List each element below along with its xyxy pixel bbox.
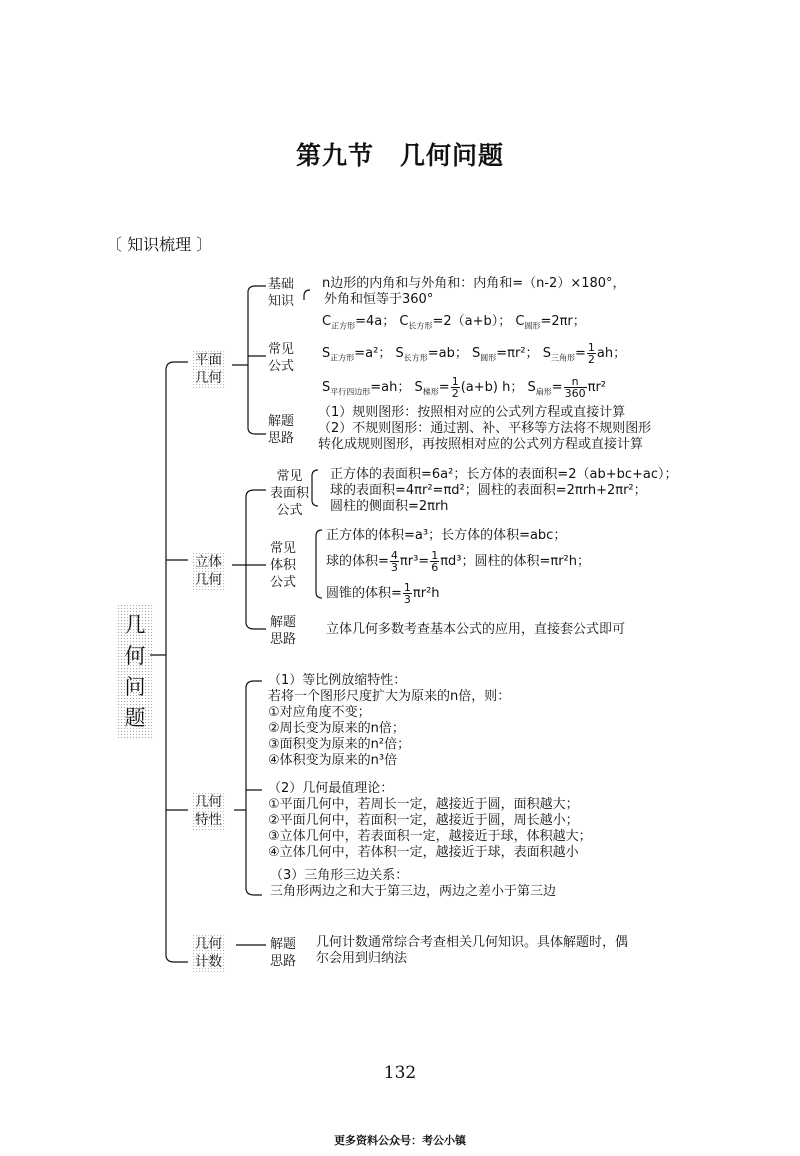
plane-basic-label: 基础 知识: [268, 277, 295, 309]
plane-bracket: [232, 286, 266, 434]
solid-volume-line1: 正方体的体积=a³；长方体的体积=abc；: [326, 528, 567, 543]
counting-method-text: 几何计数通常综合考查相关几何知识。具体解题时，偶 尔会用到归纳法: [316, 935, 629, 966]
property-scaling-text: （1）等比例放缩特性： 若将一个图形尺度扩大为原来的n倍，则： ①对应角度不变； ②周长变为原来的n倍； ③面积变为原来的n²倍； ④体积变为原来的n³倍: [268, 673, 511, 768]
plane-area-formulas-1: $S_{正方形}=a^2$； $S_{长方形}=ab$； $S_{圆形}=\pi r^2$； $S_{三角形}=$ $\frac{1}{2}$ ah；: [322, 341, 627, 366]
geometry-property-node: 几何 特性: [192, 792, 225, 830]
plane-perimeter-formulas: $C_{正方形}=4a$； $C_{长方形}=2(a+b)$； $C_{圆形}=2\pi r$；: [322, 314, 586, 331]
page-title: 第九节 几何问题: [295, 141, 504, 170]
plane-formula-label: 常见 公式: [268, 342, 295, 374]
plane-method-label: 解题 思路: [268, 414, 295, 446]
solid-geometry-node: 立体 几何: [192, 552, 225, 590]
plane-area-formulas-2: $S_{平行四边形}=ah$； $S_{梯形}=$ $\frac{1}{2}$ (a+b) h； $S_{扇形}=$ $\frac{n}{360}$ πr²: [322, 375, 607, 400]
plane-basic-text: n边形的内角和与外角和：内角和=（n-2）×180°， 外角和恒等于360°: [322, 276, 626, 307]
page-number: 132: [383, 1063, 417, 1083]
solid-method-label: 解题 思路: [270, 615, 297, 647]
plane-geometry-node: 平面 几何: [192, 350, 225, 388]
footer-note: 更多资料公众号：考公小镇: [334, 1134, 466, 1147]
property-triangle-text: （3）三角形三边关系： 三角形两边之和大于第三边，两边之差小于第三边: [270, 868, 557, 899]
solid-volume-label: 常见 体积 公式: [270, 541, 297, 590]
solid-volume-sphere: 球的体积= $\frac{4}{3}$ πr³= $\frac{1}{6}$ πd³；圆柱的体积=πr²h；: [326, 549, 590, 574]
root-node: 几 何 问 题: [117, 604, 153, 740]
section-header: 〔 知识梳理 〕: [106, 235, 213, 254]
counting-method-label: 解题 思路: [270, 937, 297, 969]
solid-volume-cone: 圆锥的体积= $\frac{1}{3}$ πr²h: [326, 581, 440, 606]
geometry-counting-node: 几何 计数: [192, 934, 225, 972]
solid-surface-label: 常见 表面积 公式: [270, 469, 310, 518]
solid-surface-text: 正方体的表面积=6a²；长方体的表面积=2（ab+bc+ac）； 球的表面积=4πr²=πd²；圆柱的表面积=2πrh+2πr²； 圆柱的侧面积=2πrh: [330, 467, 678, 514]
solid-bracket: [232, 490, 266, 629]
property-bracket: [234, 681, 262, 895]
plane-method-text: （1）规则图形：按照相对应的公式列方程或直接计算 （2）不规则图形：通过割、补、平移等方法将不规则图形 转化成规则图形，再按照相对应的公式列方程或直接计算: [318, 405, 652, 452]
solid-method-text: 立体几何多数考查基本公式的应用，直接套公式即可: [326, 622, 626, 637]
property-extremum-text: （2）几何最值理论： ①平面几何中，若周长一定，越接近于圆，面积越大； ②平面几何中，若面积一定，越接近于圆，周长越小； ③立体几何中，若表面积一定，越接近于球，体积越大； ④立体几何中，若体积一定，越接近于球，表面积越小: [268, 781, 592, 860]
